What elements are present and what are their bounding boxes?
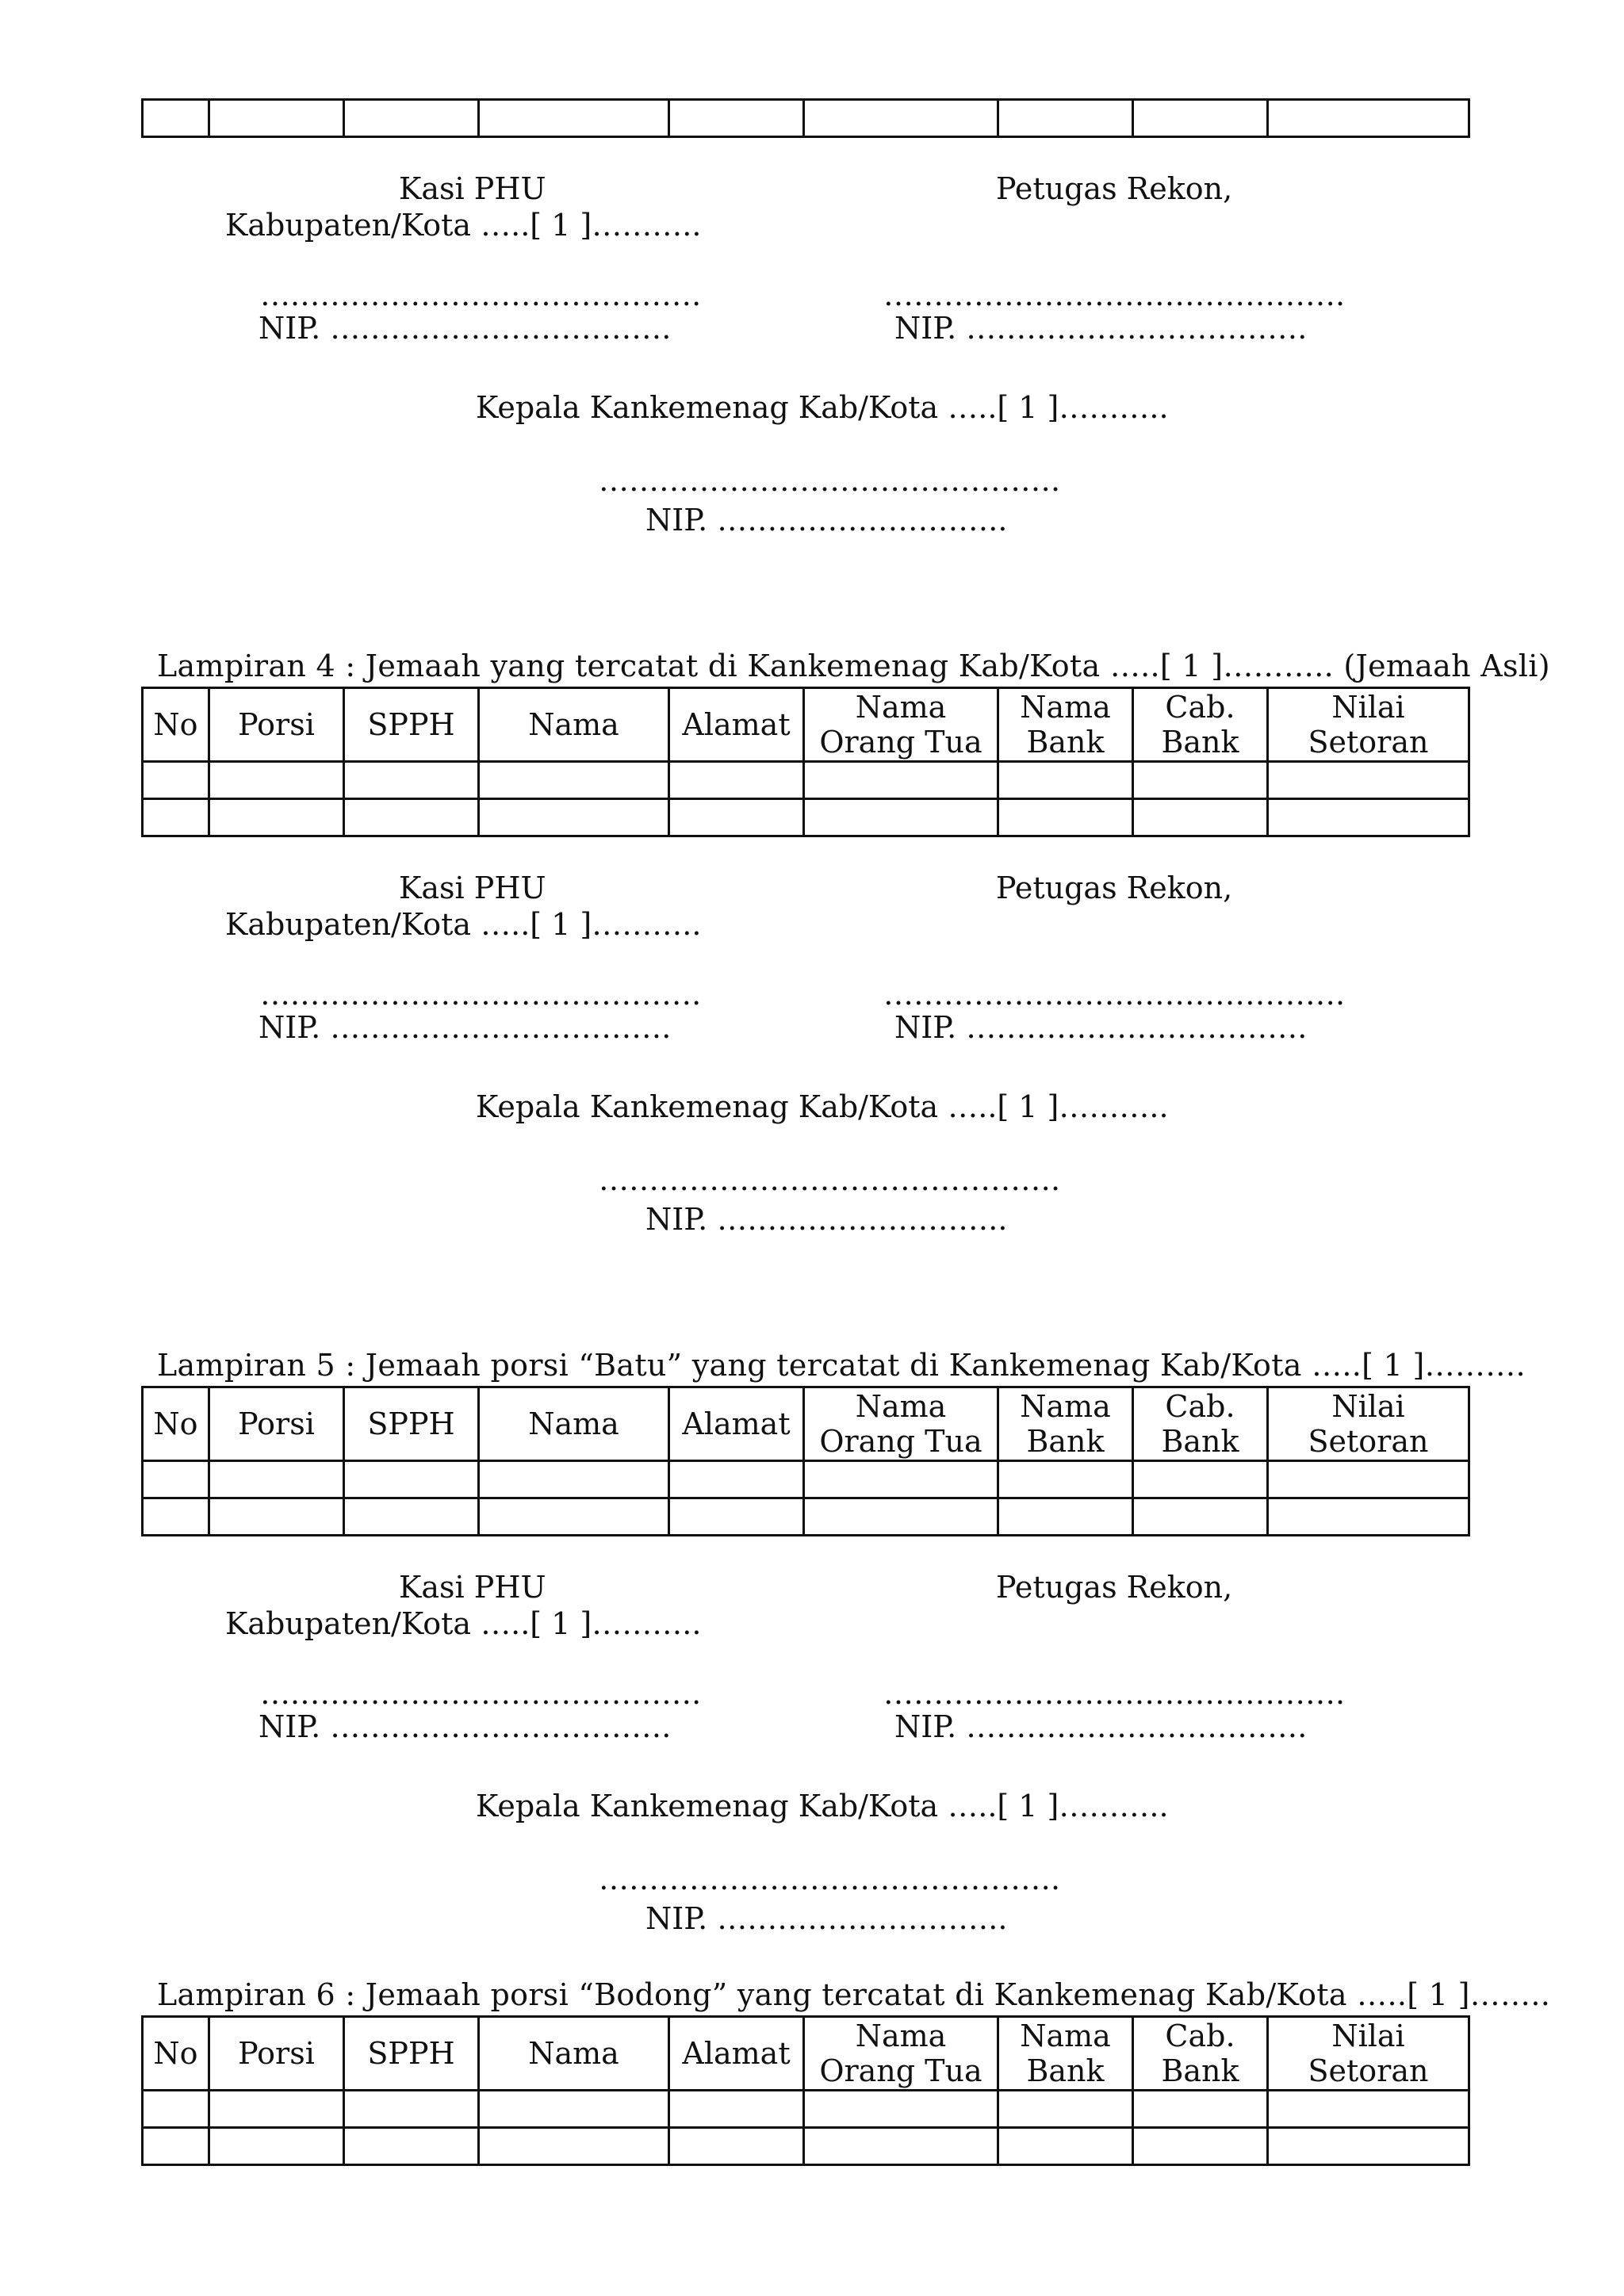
column-header: SPPH	[344, 2017, 479, 2091]
table-cell	[669, 2091, 804, 2128]
table-cell	[344, 799, 479, 836]
table-cell	[209, 2128, 344, 2165]
table-cell	[669, 1461, 804, 1498]
table-cell	[1268, 2091, 1469, 2128]
table-cell	[1133, 100, 1268, 137]
table-cell	[479, 1498, 669, 1536]
kepala-nip: NIP. ………………………..	[645, 503, 1008, 538]
kepala-nip: NIP. ………………………..	[645, 1901, 1008, 1936]
rekon-nip: NIP. …………………………….	[894, 1709, 1308, 1744]
column-header: No	[143, 1387, 209, 1461]
table-cell	[1133, 2091, 1268, 2128]
column-header: Nama	[479, 688, 669, 762]
column-header: Alamat	[669, 2017, 804, 2091]
column-header: No	[143, 688, 209, 762]
table-cell	[344, 1461, 479, 1498]
column-header: Cab. Bank	[1133, 2017, 1268, 2091]
table-cell	[1133, 1461, 1268, 1498]
kepala-title: Kepala Kankemenag Kab/Kota …..[ 1 ]………..	[476, 390, 1169, 425]
table-cell	[804, 2128, 998, 2165]
kasi-signature-line: ….………………………………….	[260, 277, 702, 312]
table-cell	[998, 762, 1133, 799]
lampiran-table	[141, 687, 1470, 837]
kasi-title: Kasi PHU	[399, 1570, 546, 1605]
table-header-row	[143, 2017, 1469, 2091]
table-cell	[1268, 1498, 1469, 1536]
table-cell	[804, 1498, 998, 1536]
column-header: Nilai Setoran	[1268, 1387, 1469, 1461]
table-cell	[669, 799, 804, 836]
table-row	[143, 2091, 1469, 2128]
table-cell	[344, 100, 479, 137]
kasi-signature-line: ….………………………………….	[260, 1676, 702, 1711]
column-header: Nama Bank	[998, 2017, 1133, 2091]
table-cell	[998, 799, 1133, 836]
table-cell	[998, 2128, 1133, 2165]
table-cell	[804, 1461, 998, 1498]
table-cell	[669, 2128, 804, 2165]
table-cell	[143, 1498, 209, 1536]
column-header: Nama	[479, 2017, 669, 2091]
table-cell	[1133, 1498, 1268, 1536]
table-cell	[209, 1461, 344, 1498]
rekon-signature-line: ……………………………………….	[883, 977, 1346, 1012]
table-cell	[804, 799, 998, 836]
lampiran-table	[141, 2015, 1470, 2166]
rekon-signature-line: ……………………………………….	[883, 277, 1346, 312]
table-cell	[344, 1498, 479, 1536]
table-cell	[669, 100, 804, 137]
table-cell	[669, 762, 804, 799]
table-cell	[804, 2091, 998, 2128]
table-cell	[804, 100, 998, 137]
rekon-signature-line: ……………………………………….	[883, 1676, 1346, 1711]
table-cell	[143, 1461, 209, 1498]
lampiran-table	[141, 1386, 1470, 1536]
column-header: Porsi	[209, 2017, 344, 2091]
kasi-subtitle: Kabupaten/Kota …..[ 1 ]………..	[225, 907, 702, 942]
table-row	[143, 100, 1469, 137]
table-cell	[1133, 2128, 1268, 2165]
lampiran-caption: Lampiran 5 : Jemaah porsi “Batu” yang tercatat di Kankemenag Kab/Kota …..[ 1 ]……….	[157, 1348, 1526, 1383]
table-cell	[1268, 2128, 1469, 2165]
rekon-title: Petugas Rekon,	[996, 1570, 1233, 1605]
table-cell	[209, 100, 344, 137]
table-cell	[143, 762, 209, 799]
rekon-title: Petugas Rekon,	[996, 871, 1233, 905]
lampiran-caption: Lampiran 4 : Jemaah yang tercatat di Kankemenag Kab/Kota …..[ 1 ]……….. (Jemaah Asli)	[157, 649, 1550, 683]
table-cell	[143, 799, 209, 836]
table-cell	[344, 2128, 479, 2165]
table-cell	[479, 799, 669, 836]
lampiran-caption: Lampiran 6 : Jemaah porsi “Bodong” yang tercatat di Kankemenag Kab/Kota …..[ 1 ]……..	[157, 1977, 1551, 2012]
table-cell	[479, 762, 669, 799]
table-cell	[479, 100, 669, 137]
table-cell	[209, 1498, 344, 1536]
kasi-title: Kasi PHU	[399, 171, 546, 206]
table-cell	[479, 2091, 669, 2128]
table-cell	[479, 2128, 669, 2165]
table-cell	[1133, 762, 1268, 799]
column-header: SPPH	[344, 688, 479, 762]
column-header: Nama Orang Tua	[804, 2017, 998, 2091]
table-cell	[209, 762, 344, 799]
rekon-title: Petugas Rekon,	[996, 171, 1233, 206]
table-row	[143, 1498, 1469, 1536]
column-header: SPPH	[344, 1387, 479, 1461]
table-cell	[998, 2091, 1133, 2128]
table-cell	[998, 100, 1133, 137]
column-header: Nama Bank	[998, 1387, 1133, 1461]
column-header: Porsi	[209, 1387, 344, 1461]
table-header-row	[143, 688, 1469, 762]
kasi-subtitle: Kabupaten/Kota …..[ 1 ]………..	[225, 208, 702, 243]
table-cell	[1268, 1461, 1469, 1498]
column-header: Cab. Bank	[1133, 688, 1268, 762]
column-header: Nama Bank	[998, 688, 1133, 762]
table-cell	[669, 1498, 804, 1536]
table-cell	[479, 1461, 669, 1498]
column-header: Alamat	[669, 1387, 804, 1461]
table-cell	[143, 2128, 209, 2165]
kepala-signature-line: ……………………………………….	[599, 1862, 1061, 1896]
table-cell	[143, 2091, 209, 2128]
kepala-signature-line: ……………………………………….	[599, 1162, 1061, 1197]
table-cell	[804, 762, 998, 799]
table-cell	[344, 2091, 479, 2128]
rekon-nip: NIP. …………………………….	[894, 1010, 1308, 1045]
kepala-signature-line: ……………………………………….	[599, 463, 1061, 498]
signature-block	[0, 171, 1624, 544]
kepala-title: Kepala Kankemenag Kab/Kota …..[ 1 ]………..	[476, 1789, 1169, 1823]
kepala-nip: NIP. ………………………..	[645, 1202, 1008, 1237]
rekon-nip: NIP. …………………………….	[894, 311, 1308, 346]
top-continuation-table	[141, 98, 1470, 138]
table-cell	[1268, 762, 1469, 799]
table-cell	[209, 2091, 344, 2128]
column-header: Nilai Setoran	[1268, 2017, 1469, 2091]
kasi-nip: NIP. …………………………….	[259, 311, 672, 346]
table-row	[143, 1461, 1469, 1498]
column-header: Nama Orang Tua	[804, 688, 998, 762]
table-row	[143, 2128, 1469, 2165]
table-cell	[209, 799, 344, 836]
column-header: Nilai Setoran	[1268, 688, 1469, 762]
table-cell	[998, 1498, 1133, 1536]
kasi-signature-line: ….………………………………….	[260, 977, 702, 1012]
column-header: Nama Orang Tua	[804, 1387, 998, 1461]
signature-block	[0, 1570, 1624, 1942]
kasi-title: Kasi PHU	[399, 871, 546, 905]
table-row	[143, 762, 1469, 799]
column-header: No	[143, 2017, 209, 2091]
table-cell	[1268, 799, 1469, 836]
kepala-title: Kepala Kankemenag Kab/Kota …..[ 1 ]………..	[476, 1089, 1169, 1124]
column-header: Alamat	[669, 688, 804, 762]
column-header: Porsi	[209, 688, 344, 762]
table-cell	[143, 100, 209, 137]
column-header: Nama	[479, 1387, 669, 1461]
table-row	[143, 799, 1469, 836]
table-header-row	[143, 1387, 1469, 1461]
table-cell	[998, 1461, 1133, 1498]
kasi-nip: NIP. …………………………….	[259, 1010, 672, 1045]
kasi-nip: NIP. …………………………….	[259, 1709, 672, 1744]
table-cell	[344, 762, 479, 799]
signature-block	[0, 871, 1624, 1243]
table-cell	[1268, 100, 1469, 137]
column-header: Cab. Bank	[1133, 1387, 1268, 1461]
kasi-subtitle: Kabupaten/Kota …..[ 1 ]………..	[225, 1606, 702, 1641]
table-cell	[1133, 799, 1268, 836]
